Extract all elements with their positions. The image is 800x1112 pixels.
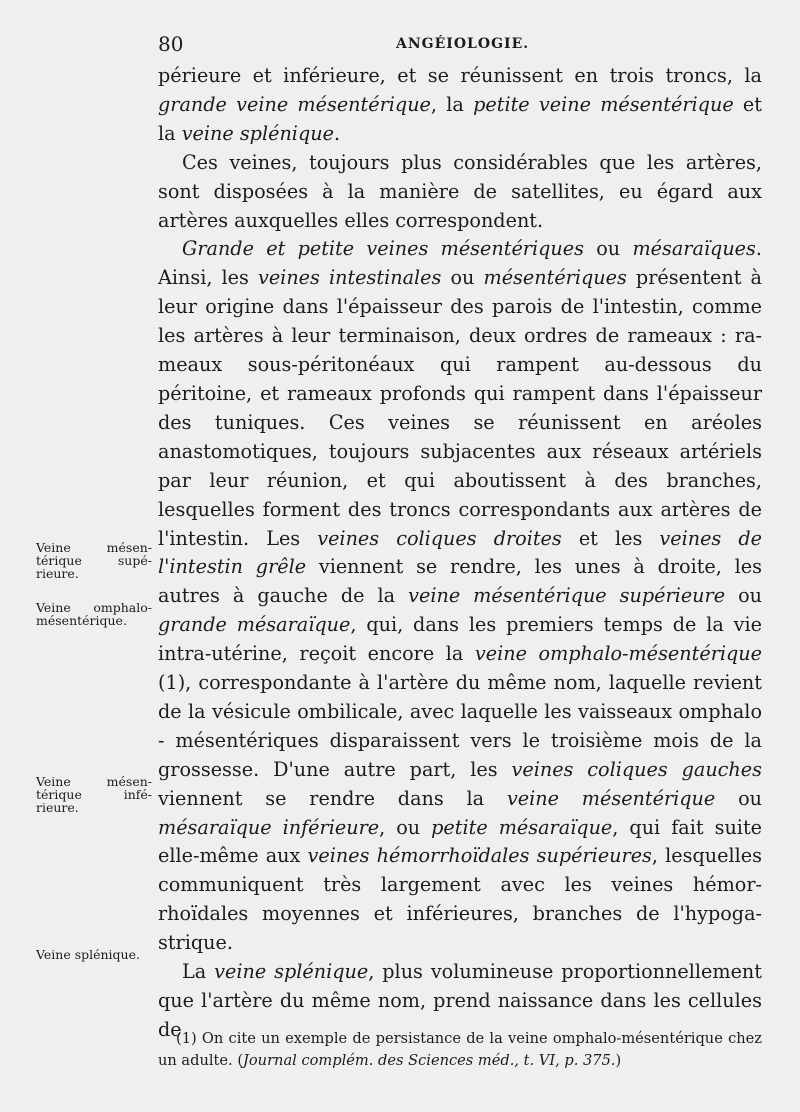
page-header <box>158 30 758 58</box>
italic-term: grande mésaraïque <box>158 613 351 637</box>
italic-term: mésaraïques <box>632 237 756 261</box>
running-title: ANGÉIOLOGIE. <box>396 36 530 52</box>
page-number: 80 <box>158 32 184 56</box>
text-run: , qui, dans les premiers temps de la vie intra-utérine, reçoit encore la <box>158 613 762 666</box>
paragraph <box>158 149 762 236</box>
italic-term: veines hémorrhoïdales supérieures <box>307 844 652 868</box>
text-run: viennent se rendre dans la <box>158 786 507 810</box>
italic-term: veine omphalo-mésentérique <box>474 642 762 666</box>
footnote-text <box>158 1028 762 1072</box>
text-run: ou <box>725 584 762 608</box>
side-note: Veine mésentérique supérieure. <box>36 540 152 581</box>
italic-term: veines de l'intestin grêle <box>158 526 762 579</box>
italic-term: veine splénique <box>181 121 334 145</box>
text-run: périeure et inférieure, et se réunissent en trois troncs, la <box>158 64 762 87</box>
text-run: ou <box>583 237 633 261</box>
text-run: , la <box>430 92 474 116</box>
text-run: , plus volumineuse proportionnellement que l'artère du même nom, prend naissance dans les cellules de <box>158 960 762 1041</box>
text-run: ou <box>715 786 763 810</box>
side-note: Veine mésentérique inférieure. <box>36 774 152 815</box>
italic-term: grande veine mésentérique <box>158 92 431 116</box>
text-run: ou <box>441 266 484 290</box>
text-run: viennent se rendre, les unes à droite, les autres à gauche de la <box>158 555 762 608</box>
body-text <box>158 62 762 1045</box>
italic-term: mésaraïque inférieure <box>158 815 380 839</box>
italic-term: petite mésaraïque <box>431 815 613 839</box>
side-note: Veine omphalo-mésentérique. <box>36 600 152 628</box>
text-run: ) <box>615 1052 622 1069</box>
italic-term: veines coliques gauches <box>511 757 762 781</box>
italic-term: veine splénique <box>214 960 369 984</box>
text-run: . Ainsi, les <box>158 237 762 290</box>
footnote <box>158 1028 762 1072</box>
italic-term: veine mésentérique <box>506 786 716 810</box>
side-note: Veine splénique. <box>36 947 140 962</box>
text-run: , lesquelles communiquent très largement avec les veines hémorrhoïdales moyennes et inférieures, branches de l'hypogastrique. <box>158 844 762 955</box>
italic-term: veines intestinales <box>257 266 442 290</box>
paragraph <box>158 62 762 149</box>
text-run: présentent à leur origine dans l'épaisseur des parois de l'intestin, comme les artères à leur terminaison, deux ordres de rameaux : rameaux sous-péritonéaux qui rampent au-dessous du péritoine, et rameaux profonds qui rampent dans l'épaisseur des tuniques. Ces veines se réunissent en aréoles anastomotiques, toujours subjacentes aux réseaux artériels par leur réunion, et qui aboutissent à des branches, lesquelles forment des troncs correspondants aux artères de l'intestin. Les <box>158 266 762 550</box>
italic-term: petite veine mésentérique <box>473 92 734 116</box>
text-run: Ces veines, toujours plus considérables que les artères, sont disposées à la manière de satellites, eu égard aux artères auxquelles elles correspondent. <box>158 150 762 232</box>
text-run: . <box>333 121 341 145</box>
text-run: (1), correspondante à l'artère du même nom, laquelle revient de la vésicule ombilicale, avec laquelle les vaisseaux omphalo - mésentériques disparaissent vers le troisième mois de la grossesse. D'une autre part, les <box>158 671 762 781</box>
text-run: et les <box>561 526 660 550</box>
text-run: (1) On cite un exemple de persistance de la veine omphalo-mésentérique chez un adulte. ( <box>158 1030 762 1069</box>
text-run: , ou <box>379 815 432 839</box>
italic-term: mésentériques <box>483 266 627 290</box>
italic-term: veine mésentérique supérieure <box>408 584 726 608</box>
paragraph <box>158 235 762 958</box>
italic-term: Journal complém. des Sciences méd., t. VI, p. 375. <box>243 1052 616 1069</box>
text-run: , qui fait suite elle-même aux <box>158 815 763 868</box>
text-run: et la <box>158 92 763 145</box>
text-run: La <box>182 960 215 984</box>
italic-term: veines coliques droites <box>317 526 562 550</box>
italic-term: Grande et petite veines mésentériques <box>182 237 584 261</box>
